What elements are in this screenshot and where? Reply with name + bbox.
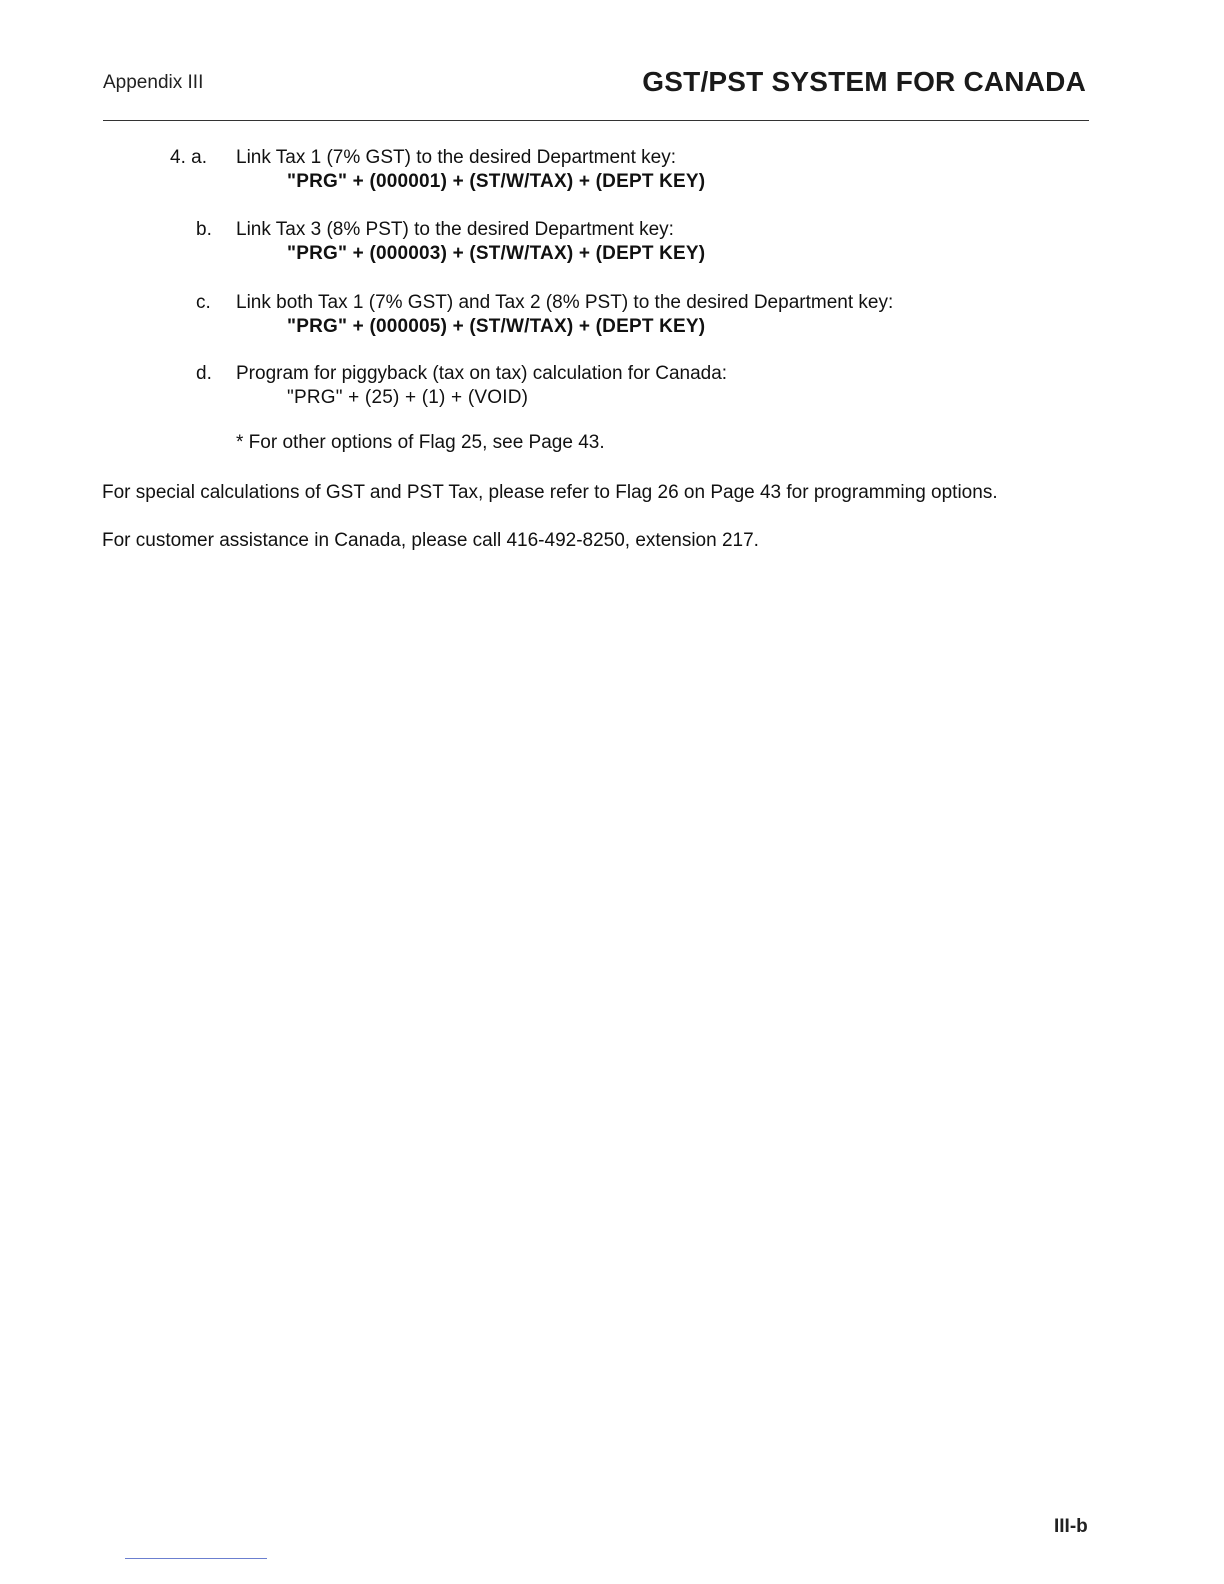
step-key-sequence: "PRG" + (000001) + (ST/W/TAX) + (DEPT KEY) [287, 171, 706, 192]
special-calculations-paragraph: For special calculations of GST and PST Tax, please refer to Flag 26 on Page 43 for programming options. [102, 482, 998, 503]
footer-divider [125, 1558, 267, 1559]
header-divider [103, 120, 1089, 121]
step-instruction: Link Tax 1 (7% GST) to the desired Department key: [236, 147, 677, 168]
step-marker: 4. a. [170, 147, 207, 168]
appendix-label: Appendix III [103, 72, 204, 93]
page-number: III-b [1054, 1516, 1088, 1537]
step-instruction: Link both Tax 1 (7% GST) and Tax 2 (8% PST) to the desired Department key: [236, 292, 894, 313]
step-key-sequence: "PRG" + (000005) + (ST/W/TAX) + (DEPT KEY) [287, 316, 706, 337]
step-key-sequence: "PRG" + (000003) + (ST/W/TAX) + (DEPT KEY) [287, 243, 706, 264]
step-instruction: Program for piggyback (tax on tax) calculation for Canada: [236, 363, 728, 384]
step-marker: c. [196, 292, 211, 313]
footnote: * For other options of Flag 25, see Page 43. [236, 432, 605, 453]
step-key-sequence: "PRG" + (25) + (1) + (VOID) [287, 387, 529, 408]
step-marker: d. [196, 363, 212, 384]
step-marker: b. [196, 219, 212, 240]
document-title: GST/PST SYSTEM FOR CANADA [642, 66, 1086, 97]
customer-assistance-paragraph: For customer assistance in Canada, please call 416-492-8250, extension 217. [102, 530, 759, 551]
step-instruction: Link Tax 3 (8% PST) to the desired Department key: [236, 219, 674, 240]
